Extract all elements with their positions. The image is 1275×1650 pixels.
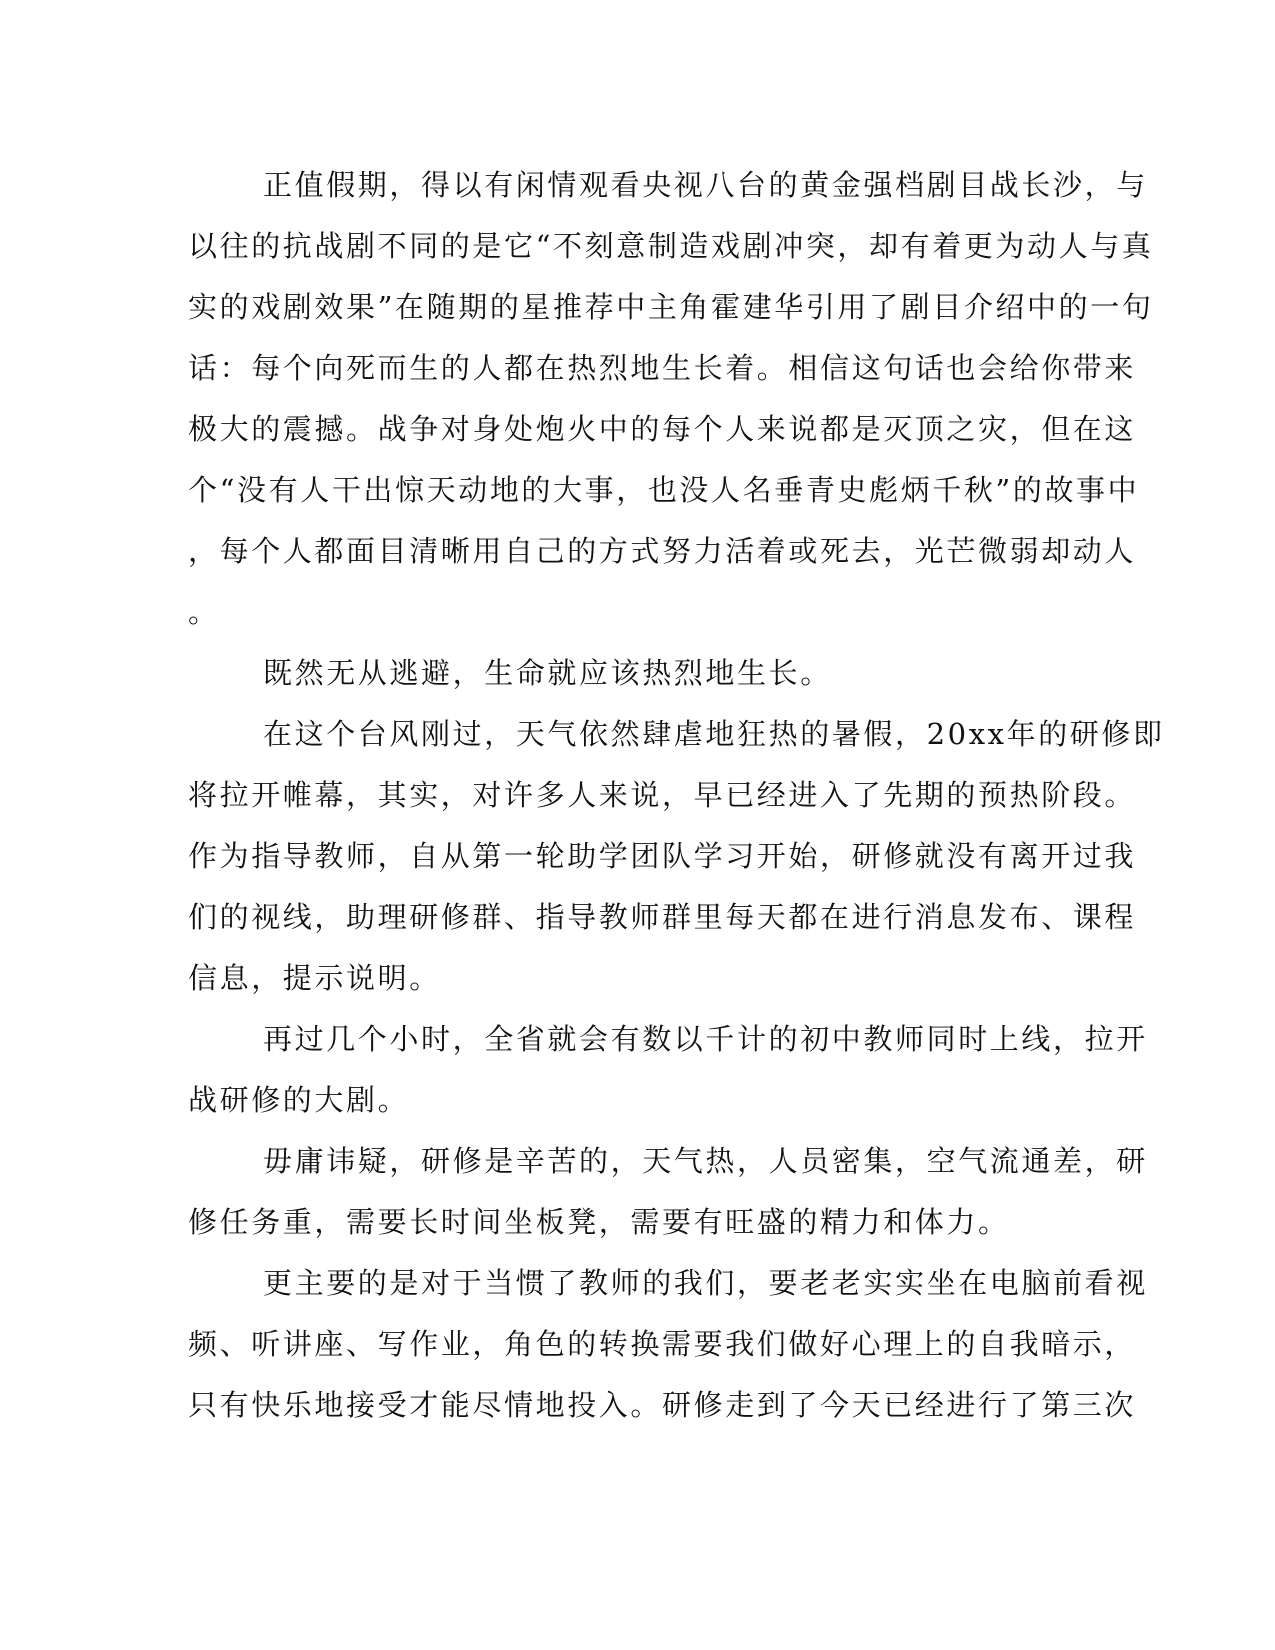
text-line: 修任务重，需要长时间坐板凳，需要有旺盛的精力和体力。 (188, 1205, 1010, 1239)
text-line: 只有快乐地接受才能尽情地投入。研修走到了今天已经进行了第三次 (188, 1388, 1137, 1422)
text-line: ，每个人都面目清晰用自己的方式努力活着或死去，光芒微弱却动人 (188, 534, 1137, 568)
text-line: 以往的抗战剧不同的是它“不刻意制造戏剧冲突，却有着更为动人与真 (188, 229, 1154, 263)
text-line: 将拉开帷幕，其实，对许多人来说，早已经进入了先期的预热阶段。 (188, 778, 1137, 812)
text-line: 正值假期，得以有闲情观看央视八台的黄金强档剧目战长沙，与 (263, 168, 1148, 202)
text-line: 频、听讲座、写作业，角色的转换需要我们做好心理上的自我暗示， (188, 1327, 1137, 1361)
text-line: 信息，提示说明。 (188, 961, 441, 995)
text-line: 作为指导教师，自从第一轮助学团队学习开始，研修就没有离开过我 (188, 839, 1137, 873)
text-line: 毋庸讳疑，研修是辛苦的，天气热，人员密集，空气流通差，研 (263, 1144, 1148, 1178)
text-line: 在这个台风刚过，天气依然肆虐地狂热的暑假，20xx年的研修即 (263, 717, 1165, 751)
text-line: 们的视线，助理研修群、指导教师群里每天都在进行消息发布、课程 (188, 900, 1137, 934)
text-line: 个“没有人干出惊天动地的大事，也没人名垂青史彪炳千秋”的故事中 (188, 473, 1140, 507)
text-line: 战研修的大剧。 (188, 1083, 410, 1117)
body-text (188, 155, 1165, 1436)
text-line: 再过几个小时，全省就会有数以千计的初中教师同时上线，拉开 (263, 1022, 1148, 1056)
text-line: 实的戏剧效果”在随期的星推荐中主角霍建华引用了剧目介绍中的一句 (188, 290, 1154, 324)
text-line: 话：每个向死而生的人都在热烈地生长着。相信这句话也会给你带来 (188, 351, 1137, 385)
text-line: 既然无从逃避，生命就应该热烈地生长。 (263, 656, 832, 690)
text-line: 。 (188, 595, 220, 629)
text-line: 极大的震撼。战争对身处炮火中的每个人来说都是灭顶之灾，但在这 (188, 412, 1137, 446)
text-line: 更主要的是对于当惯了教师的我们，要老老实实坐在电脑前看视 (263, 1266, 1148, 1300)
